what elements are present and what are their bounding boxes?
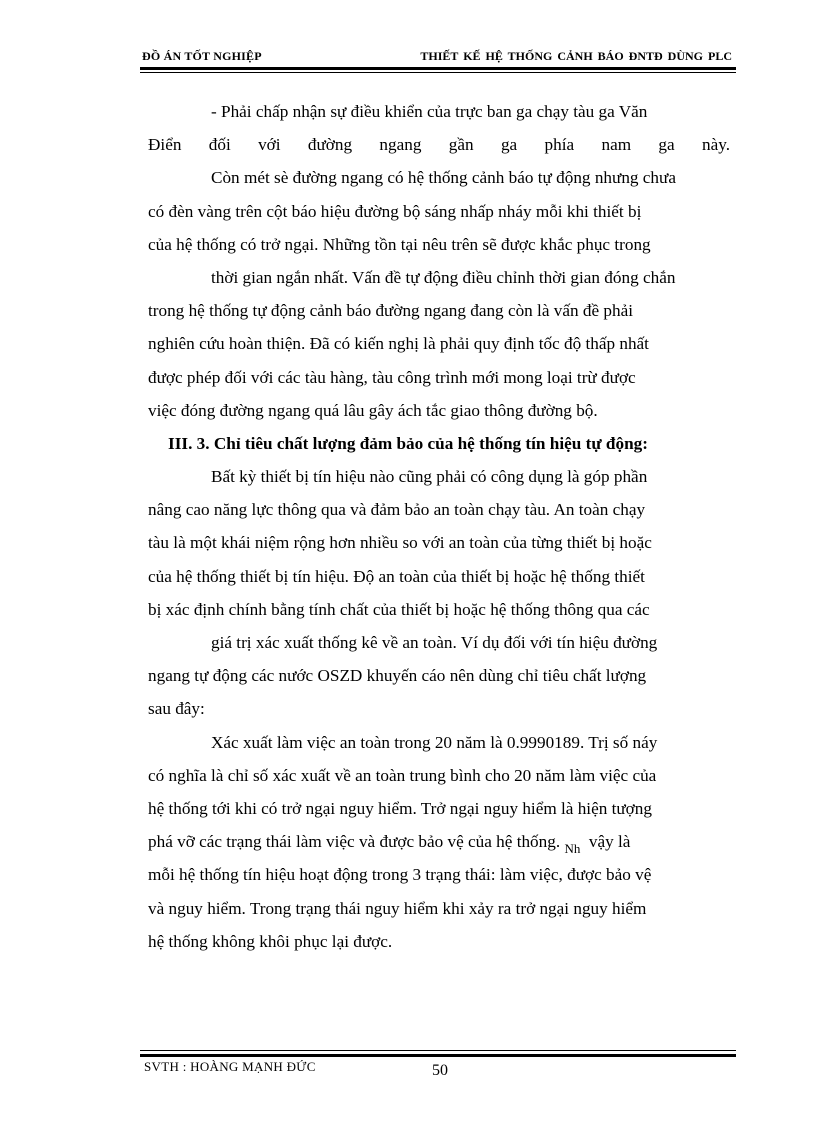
footer-rule-thin [140,1050,736,1051]
text-line: của hệ thống có trở ngại. Những tồn tại nêu trên sẽ được khắc phục trong [148,234,651,254]
header-rule-thick [140,67,736,70]
text-line: mỗi hệ thống tín hiệu hoạt động trong 3 trạng thái: làm việc, được bảo vệ [148,865,652,885]
text-line: của hệ thống thiết bị tín hiệu. Độ an toàn của thiết bị hoặc hệ thống thiết [148,566,645,586]
text-line: Còn mét sè đường ngang có hệ thống cảnh báo tự động nhưng chưa [211,168,676,188]
text-line [148,825,730,858]
document-body [148,95,730,958]
page-number: 50 [432,1062,448,1079]
header-rule-thin [140,72,736,73]
text-line: có nghĩa là chỉ số xác xuất về an toàn trung bình cho 20 năm làm việc của [148,765,657,785]
text-line: và nguy hiểm. Trong trạng thái nguy hiểm khi xảy ra trở ngại nguy hiểm [148,898,647,918]
text-line: Bất kỳ thiết bị tín hiệu nào cũng phải có công dụng là góp phần [211,467,648,487]
text-line: hệ thống không khôi phục lại được. [148,931,393,951]
text-line: bị xác định chính bằng tính chất của thiết bị hoặc hệ thống thông qua các [148,599,650,619]
text-line: giá trị xác xuất thống kê về an toàn. Ví dụ đối với tín hiệu đường [211,633,658,652]
page-footer [140,1054,736,1094]
text-line: có đèn vàng trên cột báo hiệu đường bộ sáng nhấp nháy mỗi khi thiết bị [148,201,642,221]
text-line: thời gian ngắn nhất. Vấn đề tự động điều chỉnh thời gian đóng chắn [211,267,676,287]
page-header [140,45,736,67]
text-line: - Phải chấp nhận sự điều khiển của trực ban ga chạy tàu ga Văn [211,102,648,121]
text-line: trong hệ thống tự động cảnh báo đường ngang đang còn là vấn đề phải [148,301,633,321]
header-left-title: ĐỒ ÁN TỐT NGHIỆP [142,49,262,63]
text-line: việc đóng đường ngang quá lâu gây ách tắc giao thông đường bộ. [148,400,598,420]
section-heading: III. 3. Chỉ tiêu chất lượng đảm bảo của hệ thống tín hiệu tự động: [168,433,648,453]
text-line: Xác xuất làm việc an toàn trong 20 năm là 0.9990189. Trị số náy [211,732,658,752]
text-fragment-nh: Nh [564,841,581,857]
author-label: SVTH : HOÀNG MẠNH ĐỨC [144,1059,316,1074]
text-line: tàu là một khái niệm rộng hơn nhiều so với an toàn của từng thiết bị hoặc [148,533,652,553]
text-line: sau đây: [148,699,205,719]
text-line: hệ thống tới khi có trở ngại nguy hiểm. Trở ngại nguy hiểm là hiện tượng [148,798,652,818]
text-line: nghiên cứu hoàn thiện. Đã có kiến nghị là phải quy định tốc độ thấp nhất [148,334,649,354]
text-line: ngang tự động các nước OSZD khuyến cáo nên dùng chỉ tiêu chất lượng [148,666,647,686]
text-line: Điển đối với đường ngang gần ga phía nam ga này. [148,135,730,155]
header-right-title: THIẾT KẾ HỆ THỐNG CẢNH BÁO ĐNTĐ DÙNG PLC [420,49,732,63]
text-fragment: phá vỡ các trạng thái làm việc và được bảo vệ của hệ thống. [148,832,561,852]
text-line: nâng cao năng lực thông qua và đảm bảo an toàn chạy tàu. An toàn chạy [148,500,646,520]
text-line: được phép đối với các tàu hàng, tàu công trình mới mong loại trừ được [148,367,636,387]
text-fragment: vậy là [588,832,631,852]
